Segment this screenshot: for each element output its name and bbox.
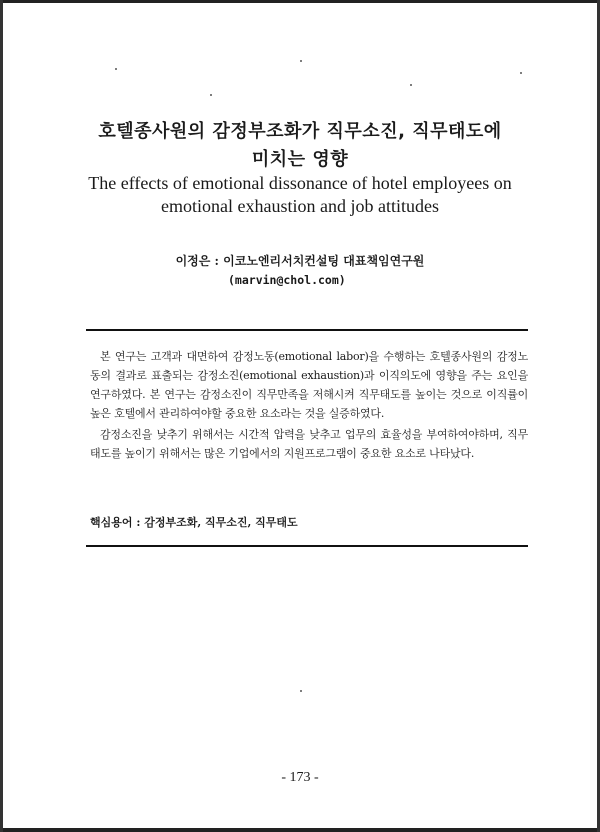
bottom-rule xyxy=(86,545,528,547)
top-rule xyxy=(86,329,528,331)
scan-border-bottom xyxy=(0,828,600,832)
abstract xyxy=(90,347,528,465)
abstract-paragraph-1: 본 연구는 고객과 대면하여 감정노동(emotional labor)을 수행하는 호텔종사원의 감정노동의 결과로 표출되는 감정소진(emotional exhaustion)과 이직의도에 영향을 주는 요인을 연구하였다. 본 연구는 감정소진이 직무만족을 저해시켜 직무태도를 높이는 것으로 이직률이 높은 호텔에서 관리하여야할 중요한 요소라는 것을 실증하였다. xyxy=(90,350,528,420)
author-email: (marvin@chol.com) xyxy=(228,273,346,287)
keywords: 핵심용어 : 감정부조화, 직무소진, 직무태도 xyxy=(90,516,298,529)
scan-speck xyxy=(520,72,522,74)
page-number: - 173 - xyxy=(281,770,319,785)
scan-speck xyxy=(210,94,212,96)
title-korean-line2: 미치는 영향 xyxy=(251,149,349,170)
author-affiliation: 이정은 : 이코노엔리서치컨설팅 대표책임연구원 xyxy=(175,254,425,268)
abstract-paragraph-2: 감정소진을 낮추기 위해서는 시간적 압력을 낮추고 업무의 효율성을 부여하여야하며, 직무태도를 높이기 위해서는 많은 기업에서의 지원프로그램이 중요한 요소로 나타났다. xyxy=(90,428,528,460)
title-english-line1: The effects of emotional dissonance of hotel employees on xyxy=(88,173,512,193)
title-english-line2: emotional exhaustion and job attitudes xyxy=(161,196,439,216)
scan-border-top xyxy=(0,0,600,3)
title-korean-line1: 호텔종사원의 감정부조화가 직무소진, 직무태도에 xyxy=(98,121,502,142)
scan-speck xyxy=(410,84,412,86)
scan-speck xyxy=(300,690,302,692)
scan-speck xyxy=(115,68,117,70)
scan-speck xyxy=(300,60,302,62)
